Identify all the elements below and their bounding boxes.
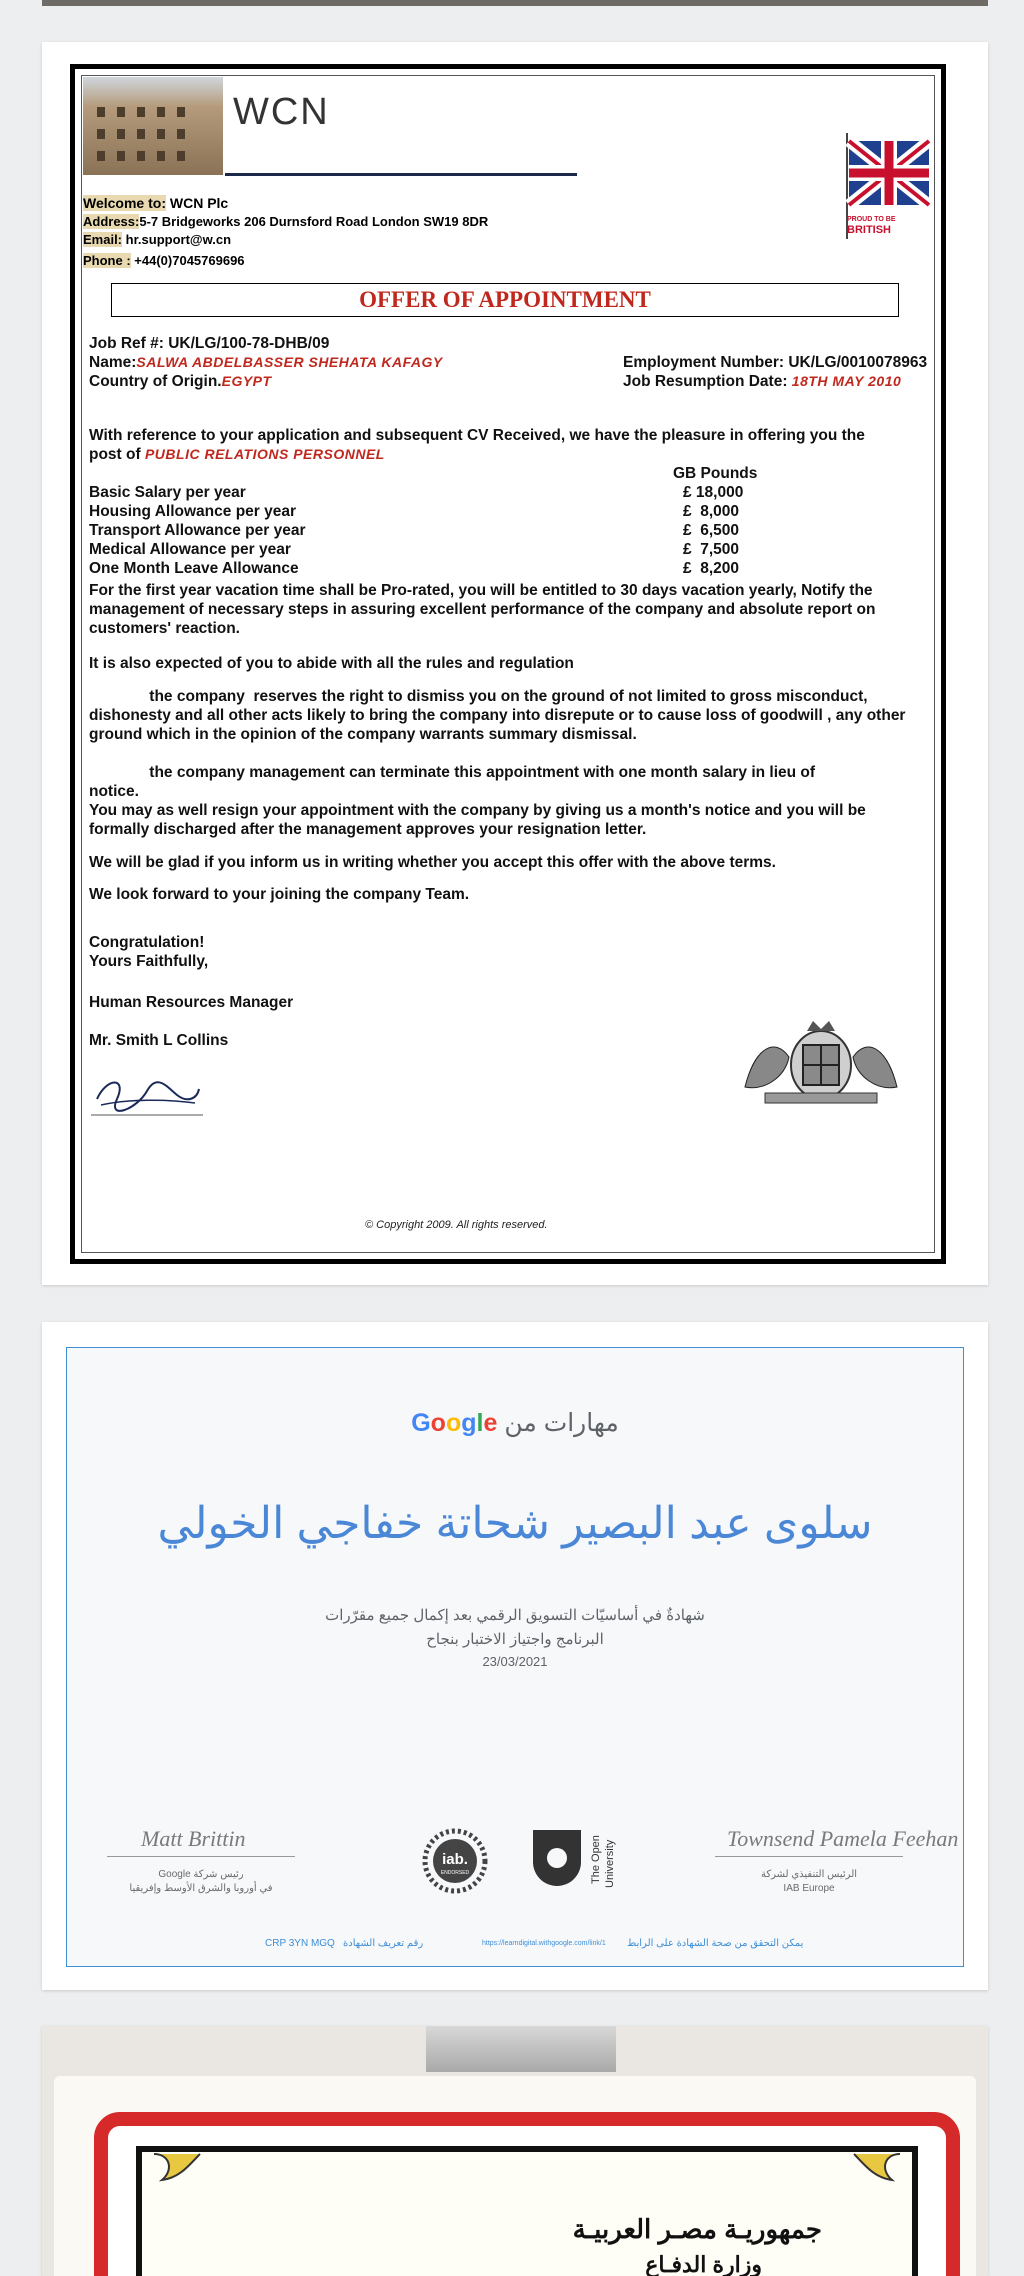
allowance-amount: £ 18,000 (683, 484, 744, 501)
flag-caption-top: PROUD TO BE (847, 216, 896, 223)
country-value: EGYPT (221, 373, 272, 389)
ou-label-2: University (604, 1839, 616, 1888)
allowance-label: Housing Allowance per year (89, 503, 297, 520)
phone-label: Phone : (83, 253, 131, 268)
description-line: البرنامج واجتياز الاختبار بنجاح (426, 1631, 604, 1648)
allowance-amount: £ 8,200 (683, 560, 740, 577)
right-signature: Townsend Pamela Feehan (727, 1826, 959, 1851)
welcome-line (83, 195, 228, 211)
black-inner-frame (136, 2146, 918, 2276)
country-line (89, 373, 272, 391)
signature-line (715, 1856, 903, 1857)
iab-sub: ENDORSED (440, 1870, 470, 1876)
address-value: 5-7 Bridgeworks 206 Durnsford Road London SW19 8DR (139, 214, 489, 229)
description-line: شهادةٌ في أساسيّات التسويق الرقمي بعد إكمال جميع مقرّرات (325, 1607, 705, 1624)
certificate-code-label: رقم تعريف الشهادة (343, 1938, 424, 1949)
company-logo: WCN (233, 91, 330, 133)
allowance-label: Transport Allowance per year (89, 522, 306, 539)
offer-letter-document (70, 64, 946, 1264)
offer-letter-card[interactable] (42, 42, 988, 1285)
currency-header: GB Pounds (673, 465, 758, 482)
left-signature: Matt Brittin (141, 1826, 246, 1851)
google-letter: l (476, 1409, 484, 1437)
post-label: post of (89, 446, 141, 463)
rules-paragraph: It is also expected of you to abide with all the rules and regulation (89, 655, 574, 672)
role-line: الرئيس التنفيذي لشركة (760, 1869, 858, 1880)
google-letter: G (411, 1409, 431, 1437)
name-line (89, 354, 443, 372)
name-value: SALWA ABDELBASSER SHEHATA KAFAGY (136, 354, 443, 370)
closing-paragraph: We look forward to your joining the company Team. (89, 886, 470, 903)
allowance-label: One Month Leave Allowance (89, 560, 299, 577)
post-value: PUBLIC RELATIONS PERSONNEL (144, 446, 385, 462)
certificate-frame (66, 1347, 964, 1967)
open-university-logo (531, 1828, 623, 1892)
corner-ornament-icon (850, 2150, 904, 2190)
corner-ornament-icon (150, 2150, 204, 2190)
allowance-label: Basic Salary per year (89, 484, 246, 501)
email-line (83, 232, 231, 247)
coat-of-arms-emblem (725, 1017, 917, 1109)
certificate-heading (67, 1408, 963, 1438)
handwritten-signature (87, 1069, 207, 1119)
allowance-amount: £ 7,500 (683, 541, 740, 558)
resumption-value: 18TH MAY 2010 (791, 373, 902, 389)
egypt-certificate-card[interactable] (42, 2026, 988, 2276)
country-label: Country of Origin. (89, 373, 222, 390)
email-label: Email: (83, 232, 123, 247)
google-logo (411, 1409, 497, 1437)
address-label: Address: (83, 214, 140, 229)
ou-label-1: The Open (590, 1835, 602, 1884)
role-line: IAB Europe (783, 1883, 835, 1894)
address-line (83, 214, 488, 229)
right-signer-role (715, 1868, 903, 1896)
signature-line (107, 1856, 295, 1857)
certificate-code: CRP 3YN MGQ (265, 1938, 335, 1949)
termination-paragraph: the company management can terminate this appointment with one month salary in lieu of notice. You may as well resign your appointment with the company by giving us a month's notice and you will be formally discharged after the management approves your resignation letter. (89, 764, 866, 838)
allowance-label: Medical Allowance per year (89, 541, 291, 558)
phone-value: +44(0)7045769696 (134, 253, 245, 268)
country-heading: جمهوريـة مصـر العربيـة (572, 2214, 822, 2244)
phone-line (83, 253, 245, 268)
google-letter: o (430, 1409, 446, 1437)
google-letter: o (445, 1409, 462, 1437)
google-letter: e (483, 1409, 498, 1437)
signatory-name: Mr. Smith L Collins (89, 1032, 229, 1049)
intro-line: With reference to your application and subsequent CV Received, we have the pleasure in offering you the (89, 427, 865, 444)
job-ref: Job Ref #: UK/LG/100-78-DHB/09 (89, 335, 330, 352)
allowance-amount: £ 6,500 (683, 522, 740, 539)
employment-number: Employment Number: UK/LG/0010078963 (623, 354, 928, 371)
document-clip (426, 2026, 616, 2072)
welcome-value: WCN Plc (169, 195, 229, 211)
congratulation-text: Congratulation! (89, 934, 205, 951)
hr-title: Human Resources Manager (89, 994, 294, 1011)
iab-label: iab. (442, 1851, 468, 1868)
union-jack-flag (843, 131, 933, 241)
role-line: في أوروبا والشرق الأوسط وإفريقيا (129, 1883, 273, 1894)
red-border-frame (94, 2112, 960, 2276)
offer-title: OFFER OF APPOINTMENT (111, 283, 899, 317)
previous-card-edge (42, 0, 988, 6)
resumption-label: Job Resumption Date: (623, 373, 788, 390)
resumption-line (623, 373, 901, 391)
building-photo (83, 77, 223, 175)
left-signer-role (107, 1868, 295, 1896)
verify-label: يمكن التحقق من صحة الشهادة على الرابط (627, 1938, 804, 1949)
google-letter: g (461, 1409, 477, 1437)
welcome-label: Welcome to: (83, 195, 166, 211)
vacation-paragraph: For the first year vacation time shall be Pro-rated, you will be entitled to 30 days vacation yearly, Notify the management of necessary steps in assuring excellent performance of the company and absolute report on customers' reaction. (89, 582, 876, 637)
header-rule (225, 173, 577, 176)
recipient-name: سلوى عبد البصير شحاتة خفاجي الخولي (157, 1499, 873, 1548)
verify-url[interactable]: https://learndigital.withgoogle.com/link/1 (482, 1940, 606, 1947)
post-line (89, 446, 385, 464)
copyright-notice: © Copyright 2009. All rights reserved. (365, 1219, 548, 1231)
google-certificate-card[interactable] (42, 1322, 988, 1990)
iab-endorsed-badge (415, 1826, 495, 1896)
heading-text: مهارات من (504, 1409, 619, 1437)
allowance-amount: £ 8,000 (683, 503, 740, 520)
dismissal-paragraph: the company reserves the right to dismiss you on the ground of not limited to gross misconduct, dishonesty and all other acts likely to bring the company into disrepute or to cause loss of goodwill , any other ground which in the opinion of the company warrants summary dismissal. (89, 688, 906, 743)
issue-date: 23/03/2021 (482, 1654, 548, 1669)
role-line: رئيس شركة Google (158, 1869, 244, 1880)
flag-caption-bottom: BRITISH (847, 224, 891, 236)
ministry-heading: وزارة الدفـاع (645, 2252, 762, 2276)
yours-faithfully-text: Yours Faithfully, (89, 953, 209, 970)
certificate-description (67, 1604, 963, 1652)
email-value: hr.support@w.cn (125, 232, 232, 247)
name-label: Name: (89, 354, 137, 371)
acceptance-paragraph: We will be glad if you inform us in writing whether you accept this offer with the above terms. (89, 854, 776, 871)
